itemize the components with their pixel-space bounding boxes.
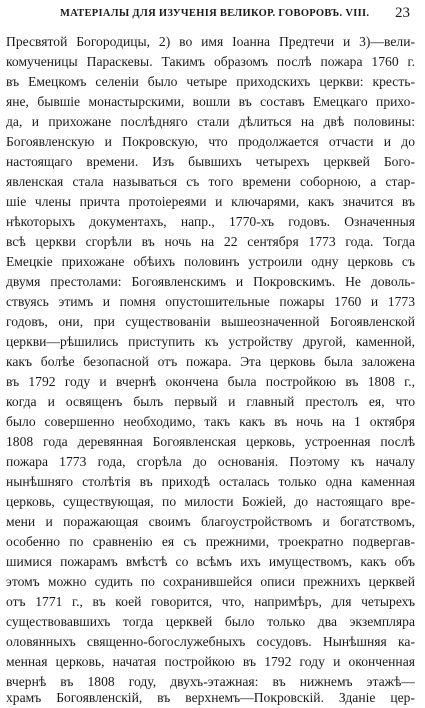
text-line: яне, бывшіе монастырскими, вошли въ составъ Емецкаго прихо- <box>6 94 415 109</box>
text-line: храмъ Богоявленскій, въ верхнемъ—Покровскій. Зданіе цер- <box>6 690 415 705</box>
text-line: нынѣшняго столѣтія въ приходѣ осталась только одна каменная <box>6 474 415 489</box>
text-line: шіе члены причта протоіереями и ключарями, какъ значится въ <box>6 194 415 209</box>
text-line: церкви—рѣшились приступить къ устройству другой, каменной, <box>6 334 415 349</box>
text-line: явленская стала называться съ того времени соборною, а стар- <box>6 174 415 189</box>
text-line: оловянныхъ священно-богослужебныхъ сосудовъ. Нынѣшняя ка- <box>6 634 415 649</box>
text-line: въ Емецкомъ селеніи было четыре приходскихъ церкви: кресть- <box>6 74 415 89</box>
text-line: когда и освященъ былъ первый и главный престолъ ея, что <box>6 394 415 409</box>
text-line: пожара 1773 года, сгорѣла до основанія. Поэтому къ началу <box>6 454 415 469</box>
text-line: ствуясь этимъ и помня опустошительные пожары 1760 и 1773 <box>6 294 415 309</box>
text-line: двумя престолами: Богоявленскимъ и Покровскимъ. Не доволь- <box>6 274 415 289</box>
text-line: отъ 1771 г., въ коей говорится, что, напримѣръ, для четырехъ <box>6 594 415 609</box>
text-line: церковь, существующая, по милости Божіей, до настоящаго вре- <box>6 494 415 509</box>
text-line: вчернѣ въ 1808 году, двухъ-этажная: въ нижнемъ этажѣ— <box>6 674 415 689</box>
text-line: Богоявленскую и Покровскую, что продолжается отчасти и до <box>6 134 415 149</box>
text-line: менная церковь, начатая постройкою въ 1792 году и оконченная <box>6 654 415 669</box>
text-line: Пресвятой Богородицы, 2) во имя Іоанна Предтечи и 3)—вели- <box>6 34 415 49</box>
text-line: въ 1792 году и вчернѣ окончена была постройкою въ 1808 г., <box>6 374 415 389</box>
text-line: настоящаго времени. Изъ бывшихъ четырехъ церквей Бого- <box>6 154 415 169</box>
text-line: мени и поражающая своимъ благоустройствомъ и богатствомъ, <box>6 514 415 529</box>
running-head <box>0 0 425 28</box>
text-line: комученицы Параскевы. Такимъ образомъ послѣ пожара 1760 г. <box>6 54 415 69</box>
text-line: нѣкоторыхъ документахъ, напр., 1770-хъ годовъ. Означенныя <box>6 214 415 229</box>
text-line: было совершенно необходимо, такъ какъ въ ночь на 1 октября <box>6 414 415 429</box>
running-head-title: МАТЕРІАЛЫ ДЛЯ ИЗУЧЕНІЯ ВЕЛИКОР. ГОВОРОВЪ. VIII. <box>60 8 370 19</box>
text-line: годовъ, они, при существованіи вышеозначенной Богоявленской <box>6 314 415 329</box>
page-number: 23 <box>395 5 410 21</box>
text-line: 1808 года деревянная Богоявленская церковь, устроенная послѣ <box>6 434 415 449</box>
text-line: Емецкіе прихожане обѣихъ половинъ устроили одну церковь съ <box>6 254 415 269</box>
text-line: да, и прихожане послѣдняго стали дѣлиться на двѣ половины: <box>6 114 415 129</box>
text-line: особенно по сравненію ея съ прежними, троекратно подвергав- <box>6 534 415 549</box>
text-line: какъ болѣе безопасной отъ пожара. Эта церковь была заложена <box>6 354 415 369</box>
text-line: существовавшихъ тогда церквей было только два экземпляра <box>6 614 415 629</box>
text-line: всѣ церкви сгорѣли въ ночь на 22 сентября 1773 года. Тогда <box>6 234 415 249</box>
text-line: шимися пожарамъ вмѣстѣ со всѣмъ ихъ имуществомъ, какъ объ <box>6 554 415 569</box>
text-line: этомъ можно судить по сохранившейся описи прежнихъ церквей <box>6 574 415 589</box>
